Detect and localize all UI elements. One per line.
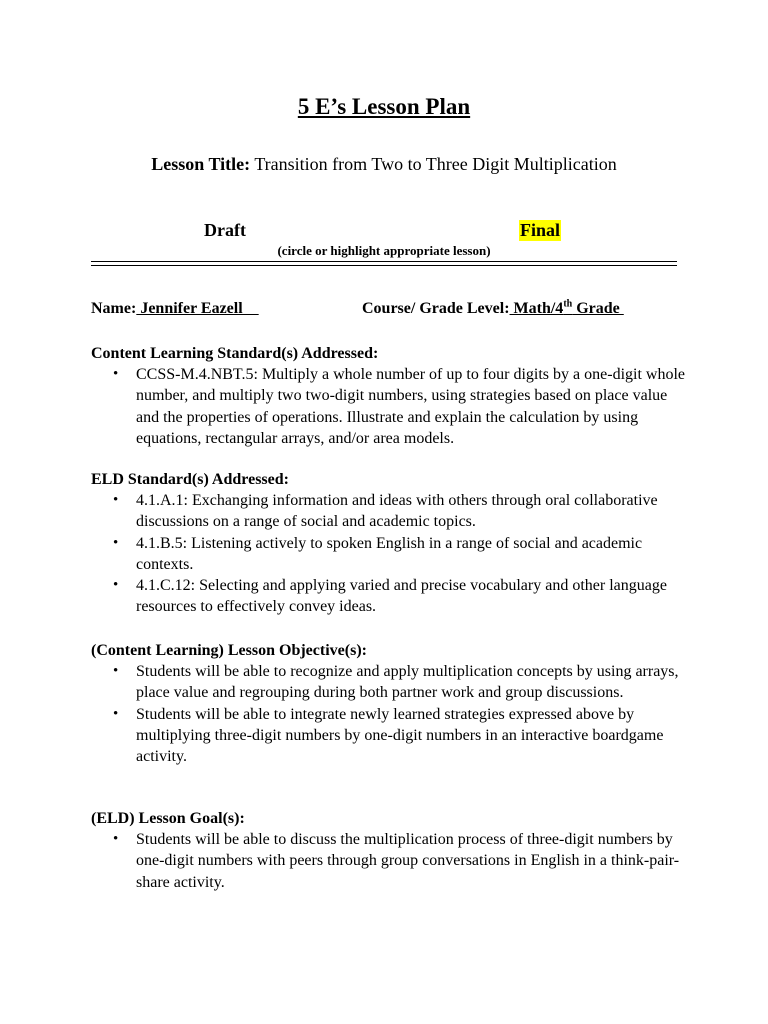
bullet-icon: • <box>113 577 119 594</box>
course-value-pre: Math/4 <box>509 300 564 317</box>
section-eld-goals <box>91 808 691 893</box>
list-item <box>91 661 691 704</box>
bullet-list <box>91 661 691 767</box>
section-heading: (ELD) Lesson Goal(s): <box>91 810 245 827</box>
bullet-icon: • <box>113 831 119 847</box>
list-item <box>91 364 691 449</box>
list-item <box>91 490 691 533</box>
section-eld-standards <box>91 469 691 618</box>
divider-line <box>91 265 677 266</box>
list-item-text: 4.1.B.5: Listening actively to spoken English in a range of social and academic contexts. <box>136 534 643 573</box>
name-label: Name: <box>91 300 137 317</box>
list-item <box>91 533 691 576</box>
bullet-icon: • <box>113 492 119 508</box>
list-item-text: Students will be able to recognize and apply multiplication concepts by using arrays, place value and regrouping during both partner work and group discussions. <box>136 663 679 702</box>
name-field <box>91 300 259 318</box>
list-item <box>91 829 691 893</box>
list-item-text: 4.1.A.1: Exchanging information and ideas with others through oral collaborative discussions on a range of social and academic topics. <box>136 492 658 531</box>
circle-note: (circle or highlight appropriate lesson) <box>277 243 491 258</box>
final-label: Final <box>520 220 561 240</box>
list-item-text: 4.1.C.12: Selecting and applying varied and precise vocabulary and other language resources to effectively convey ideas. <box>136 577 667 616</box>
list-item <box>91 575 691 618</box>
course-field <box>362 300 624 318</box>
lesson-title-line <box>0 154 768 175</box>
draft-label: Draft <box>204 220 246 240</box>
list-item-text: Students will be able to discuss the multiplication process of three-digit numbers by one-digit numbers with peers through group conversations in English in a think-pair-share activity. <box>136 831 680 891</box>
section-lesson-objectives <box>91 640 691 767</box>
course-value <box>510 300 624 317</box>
section-heading: Content Learning Standard(s) Addressed: <box>91 345 379 362</box>
bullet-icon: • <box>113 663 119 679</box>
course-value-post: Grade <box>572 300 624 317</box>
lesson-title-value: Transition from Two to Three Digit Multiplication <box>250 154 617 174</box>
course-label: Course/ Grade Level: <box>362 300 510 317</box>
list-item <box>91 704 691 768</box>
section-heading: (Content Learning) Lesson Objective(s): <box>91 642 367 659</box>
course-value-sup: th <box>563 298 573 310</box>
list-item-text: CCSS-M.4.NBT.5: Multiply a whole number of up to four digits by a one-digit whole number, and multiply two two-digit numbers, using strategies based on place value and the properties of operations. Illustrate and explain the calculation by using equations, rectangular arrays, and/or area models. <box>136 366 685 447</box>
bullet-icon: • <box>113 366 119 382</box>
list-item-text: Students will be able to integrate newly learned strategies expressed above by multiplying three-digit numbers by one-digit numbers in an interactive boardgame activity. <box>136 705 664 766</box>
bullet-icon: • <box>113 534 119 551</box>
bullet-list <box>91 364 691 449</box>
document-title: 5 E’s Lesson Plan <box>297 94 471 119</box>
section-content-standards <box>91 343 691 449</box>
lesson-title-label: Lesson Title: <box>151 154 251 174</box>
bullet-list <box>91 829 691 893</box>
section-heading: ELD Standard(s) Addressed: <box>91 471 289 488</box>
divider-line <box>91 261 677 262</box>
bullet-icon: • <box>113 705 119 722</box>
name-value: Jennifer Eazell <box>136 300 259 317</box>
bullet-list <box>91 490 691 618</box>
